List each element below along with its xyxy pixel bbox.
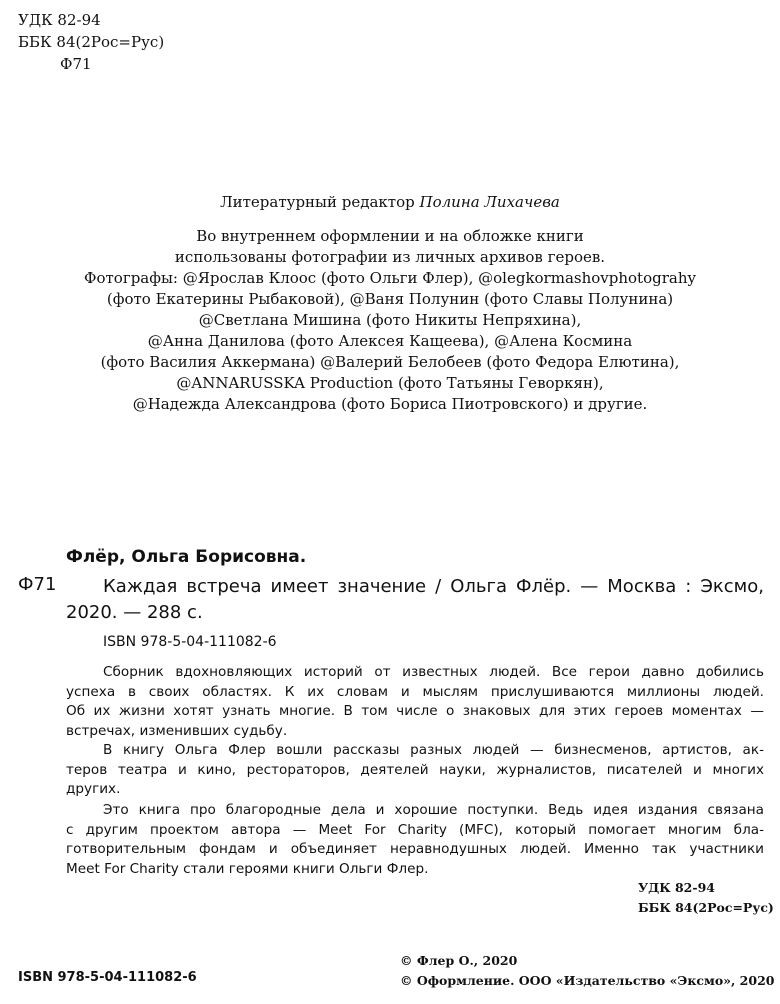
editor-credit (0, 192, 780, 213)
editor-prefix: Литературный редактор (220, 193, 420, 211)
photo-credit-line: @Надежда Александрова (фото Бориса Пиотровского) и другие. (132, 395, 648, 413)
annotation-line: с другим проектом автора — Meet For Charity (MFC), который помогает многим бла- (66, 821, 764, 838)
copyright-author: © Флер О., 2020 (400, 953, 518, 968)
annotation-paragraph-3 (66, 801, 764, 879)
annotation-line: Об их жизни хотят узнать многие. В том числе о знаковых для этих героев моментах — (66, 703, 764, 719)
photo-credit-line: @Светлана Мишина (фото Никиты Непряхина), (198, 311, 582, 329)
annotation-line: В книгу Ольга Флер вошли рассказы разных людей — бизнесменов, артистов, ак- (103, 742, 764, 758)
photo-credit-line: (фото Екатерины Рыбаковой), @Ваня Полунин (фото Славы Полунина) (106, 290, 674, 308)
udk-footer: УДК 82-94 (638, 880, 715, 895)
record-author: Флёр, Ольга Борисовна. (66, 547, 307, 567)
record-title-line-1: Каждая встреча имеет значение / Ольга Флёр. — Москва : Эксмо, (103, 576, 764, 597)
editor-name: Полина Лихачева (419, 193, 560, 211)
bbk-header: ББК 84(2Рос=Рус) (18, 33, 165, 51)
record-isbn: ISBN 978-5-04-111082-6 (103, 634, 277, 650)
photo-credit-line: (фото Василия Аккермана) @Валерий Белобеев (фото Федора Елютина), (100, 353, 680, 371)
record-title-line-2: 2020. — 288 с. (66, 602, 203, 623)
annotation-line: Meet For Charity стали героями книги Ольги Флер. (66, 860, 429, 877)
photo-credit-line: @ANNARUSSKA Production (фото Татьяны Геворкян), (176, 374, 604, 392)
annotation-line: успеха в своих областях. К их словам и мыслям прислушиваются миллионы людей. (66, 683, 764, 700)
isbn-footer: ISBN 978-5-04-111082-6 (18, 970, 197, 985)
photo-credit-line: @Анна Данилова (фото Алексея Кащеева), @Алена Космина (147, 332, 633, 350)
annotation-line: других. (66, 781, 121, 797)
photo-credit-line: Во внутреннем оформлении и на обложке книги (196, 227, 584, 245)
annotation-line: теров театра и кино, рестораторов, деятелей науки, журналистов, писателей и многих (66, 761, 764, 778)
annotation-line: готворительным фондам и объединяет неравнодушных людей. Именно так участники (66, 841, 764, 857)
author-code-header: Ф71 (60, 55, 92, 73)
annotation-line: Сборник вдохновляющих историй от известных людей. Все герои давно добились (103, 664, 764, 680)
photo-credit-line: использованы фотографии из личных архивов героев. (174, 248, 606, 266)
udk-header: УДК 82-94 (18, 11, 101, 29)
copyright-design: © Оформление. ООО «Издательство «Эксмо», 2020 (400, 973, 775, 988)
annotation-line: встречах, изменивших судьбу. (66, 722, 288, 739)
photo-credit-line: Фотографы: @Ярослав Клоос (фото Ольги Флер), @olegkormashovphotograhy (84, 269, 696, 287)
annotation-paragraph-1 (66, 663, 764, 741)
annotation-line: Это книга про благородные дела и хорошие поступки. Ведь идея издания связана (103, 802, 764, 818)
record-author-code: Ф71 (18, 574, 57, 595)
photo-credits (0, 226, 780, 415)
annotation-paragraph-2 (66, 741, 764, 800)
bbk-footer: ББК 84(2Рос=Рус) (638, 900, 774, 915)
